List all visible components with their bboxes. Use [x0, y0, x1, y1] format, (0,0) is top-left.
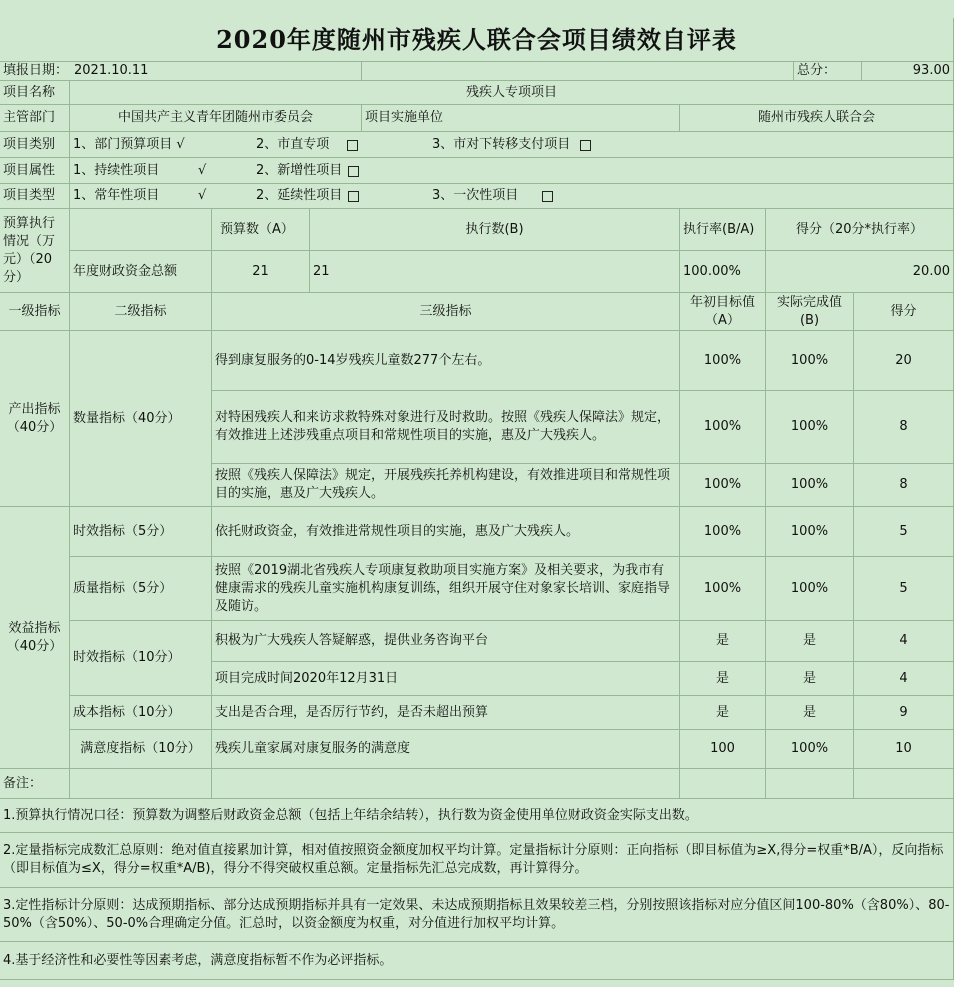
fill-date-cell[interactable]: [0, 62, 362, 81]
indicator-row-score[interactable]: 5: [854, 557, 954, 621]
category-option-2-label: 2、市直专项: [256, 137, 330, 152]
indicator-row-actual[interactable]: 100%: [766, 331, 854, 391]
type-label[interactable]: 项目类型: [0, 184, 70, 209]
remarks-cell[interactable]: [70, 769, 212, 799]
remarks-cell[interactable]: [854, 769, 954, 799]
indicator-row-score[interactable]: 4: [854, 621, 954, 662]
satisfaction-indicator[interactable]: 满意度指标（10分）: [70, 730, 212, 769]
indicator-row-score[interactable]: 10: [854, 730, 954, 769]
project-name-value[interactable]: 残疾人专项项目: [70, 81, 954, 105]
fill-date-value: 2021.10.11: [74, 63, 149, 78]
actual-header[interactable]: 实际完成值(B): [766, 293, 854, 331]
indicator-row-score[interactable]: 20: [854, 331, 954, 391]
indicator-row-actual[interactable]: 100%: [766, 557, 854, 621]
rate-col-header[interactable]: 执行率(B/A): [680, 209, 766, 251]
attribute-option-2-label: 2、新增性项目: [256, 163, 343, 178]
indicator-row-target[interactable]: 100%: [680, 557, 766, 621]
type-options[interactable]: [70, 184, 954, 209]
remarks-cell[interactable]: [680, 769, 766, 799]
fill-date-label: 填报日期：: [3, 63, 69, 78]
indicator-row-target[interactable]: 是: [680, 621, 766, 662]
category-option-2: [256, 136, 358, 154]
indicator-row-score[interactable]: 8: [854, 464, 954, 507]
indicator-row-text[interactable]: 积极为广大残疾人答疑解惑，提供业务咨询平台: [212, 621, 680, 662]
type-option-2-label: 2、延续性项目: [256, 188, 343, 203]
dept-label[interactable]: 主管部门: [0, 105, 70, 132]
remarks-label[interactable]: 备注：: [0, 769, 70, 799]
type-option-3-label: 3、一次性项目: [432, 188, 519, 203]
indicator-row-text[interactable]: 支出是否合理，是否厉行节约，是否未超出预算: [212, 696, 680, 730]
note-row[interactable]: 2.定量指标完成数汇总原则：绝对值直接累加计算，相对值按照资金额度加权平均计算。定量指标计分原则：正向指标（即目标值为≥X,得分=权重*B/A），反向指标（即目标值为≤X，得分=权重*A/B)，得分不得突破权重总额。定量指标先汇总完成数，再计算得分。: [0, 833, 954, 888]
attribute-option-2: [256, 162, 359, 180]
attribute-option-1: 1、持续性项目: [73, 163, 160, 178]
impl-unit-value[interactable]: 随州市残疾人联合会: [680, 105, 954, 132]
indicator-row-target[interactable]: 100%: [680, 464, 766, 507]
indicator-row-actual[interactable]: 是: [766, 621, 854, 662]
benefit-indicator-group[interactable]: 效益指标（40分）: [0, 507, 70, 769]
indicator-row-score[interactable]: 4: [854, 662, 954, 696]
indicator-row-target[interactable]: 是: [680, 696, 766, 730]
note-row[interactable]: 1.预算执行情况口径：预算数为调整后财政资金总额（包括上年结余结转），执行数为资金使用单位财政资金实际支出数。: [0, 799, 954, 833]
indicator-row-text[interactable]: 按照《2019湖北省残疾人专项康复救助项目实施方案》及相关要求，为我市有健康需求的残疾儿童实施机构康复训练，组织开展守住对象家长培训、家庭指导及随访。: [212, 557, 680, 621]
indicator-row-target[interactable]: 100%: [680, 507, 766, 557]
indicator-row-actual[interactable]: 100%: [766, 391, 854, 464]
indicator-row-text[interactable]: 得到康复服务的0-14岁残疾儿童数277个左右。: [212, 331, 680, 391]
indicator-row-actual[interactable]: 是: [766, 662, 854, 696]
level1-header[interactable]: 一级指标: [0, 293, 70, 331]
output-indicator-group[interactable]: 产出指标（40分）: [0, 331, 70, 507]
sheet-title: 2020年度随州市残疾人联合会项目绩效自评表: [0, 18, 954, 62]
checkbox-icon: [348, 166, 359, 177]
type-option-2: [256, 187, 359, 205]
note-row[interactable]: 4.基于经济性和必要性等因素考虑，满意度指标暂不作为必评指标。: [0, 942, 954, 980]
budget-score-value[interactable]: 20.00: [766, 251, 954, 293]
level3-header[interactable]: 三级指标: [212, 293, 680, 331]
indicator-row-target[interactable]: 100%: [680, 391, 766, 464]
budget-header-blank[interactable]: [70, 209, 212, 251]
type-option-1-check: √: [198, 188, 207, 203]
indicator-row-target[interactable]: 是: [680, 662, 766, 696]
indicator-row-actual[interactable]: 100%: [766, 507, 854, 557]
note-row[interactable]: 3.定性指标计分原则：达成预期指标、部分达成预期指标并具有一定效果、未达成预期指标且效果较差三档，分别按照该指标对应分值区间100-80%（含80%）、80-50%（含50%）、50-0%合理确定分值。汇总时，以资金额度为权重，对分值进行加权平均计算。: [0, 888, 954, 942]
checkbox-icon: [542, 191, 553, 202]
category-options[interactable]: [70, 132, 954, 158]
timeliness10-indicator[interactable]: 时效指标（10分）: [70, 621, 212, 696]
remarks-cell[interactable]: [766, 769, 854, 799]
checkbox-icon: [348, 191, 359, 202]
budget-score-col-header[interactable]: 得分（20分*执行率）: [766, 209, 954, 251]
indicator-row-text[interactable]: 按照《残疾人保障法》规定，开展残疾托养机构建设，有效推进项目和常规性项目的实施，惠及广大残疾人。: [212, 464, 680, 507]
indicator-row-actual[interactable]: 100%: [766, 730, 854, 769]
indicator-row-target[interactable]: 100: [680, 730, 766, 769]
quality-indicator[interactable]: 质量指标（5分）: [70, 557, 212, 621]
level2-header[interactable]: 二级指标: [70, 293, 212, 331]
attribute-options[interactable]: [70, 158, 954, 184]
indicator-row-text[interactable]: 对特困残疾人和来访求救特殊对象进行及时救助。按照《残疾人保障法》规定，有效推进上述涉残重点项目和常规性项目的实施，惠及广大残疾人。: [212, 391, 680, 464]
indicator-row-text[interactable]: 残疾儿童家属对康复服务的满意度: [212, 730, 680, 769]
rate-value[interactable]: 100.00%: [680, 251, 766, 293]
exec-col-header[interactable]: 执行数(B): [310, 209, 680, 251]
dept-value[interactable]: 中国共产主义青年团随州市委员会: [70, 105, 362, 132]
cost-indicator[interactable]: 成本指标（10分）: [70, 696, 212, 730]
total-score-value[interactable]: 93.00: [862, 62, 954, 81]
remarks-cell[interactable]: [212, 769, 680, 799]
annual-fund-label[interactable]: 年度财政资金总额: [70, 251, 212, 293]
indicator-row-score[interactable]: 9: [854, 696, 954, 730]
indicator-row-score[interactable]: 5: [854, 507, 954, 557]
project-name-label[interactable]: 项目名称: [0, 81, 70, 105]
category-option-1: 1、部门预算项目 √: [73, 137, 185, 152]
type-option-1: 1、常年性项目: [73, 188, 160, 203]
category-option-3-label: 3、市对下转移支付项目: [432, 137, 571, 152]
quantity-indicator[interactable]: 数量指标（40分）: [70, 331, 212, 507]
budget-col-header[interactable]: 预算数（A）: [212, 209, 310, 251]
indicator-row-text[interactable]: 项目完成时间2020年12月31日: [212, 662, 680, 696]
budget-value[interactable]: 21: [212, 251, 310, 293]
category-option-3: [432, 136, 591, 154]
target-header[interactable]: 年初目标值（A）: [680, 293, 766, 331]
exec-value[interactable]: 21: [310, 251, 680, 293]
indicator-row-actual[interactable]: 是: [766, 696, 854, 730]
attribute-option-1-check: √: [198, 163, 207, 178]
type-option-3: [432, 187, 553, 205]
indicator-row-text[interactable]: 依托财政资金，有效推进常规性项目的实施，惠及广大残疾人。: [212, 507, 680, 557]
impl-unit-label[interactable]: 项目实施单位: [362, 105, 680, 132]
total-score-label[interactable]: 总分：: [794, 62, 862, 81]
blank-cell[interactable]: [362, 62, 794, 81]
timeliness5-indicator[interactable]: 时效指标（5分）: [70, 507, 212, 557]
indicator-row-actual[interactable]: 100%: [766, 464, 854, 507]
checkbox-icon: [347, 140, 358, 151]
attribute-label[interactable]: 项目属性: [0, 158, 70, 184]
indicator-row-target[interactable]: 100%: [680, 331, 766, 391]
budget-label[interactable]: 预算执行情况（万元）（20分）: [0, 209, 70, 293]
checkbox-icon: [580, 140, 591, 151]
indicator-row-score[interactable]: 8: [854, 391, 954, 464]
score-header[interactable]: 得分: [854, 293, 954, 331]
category-label[interactable]: 项目类别: [0, 132, 70, 158]
